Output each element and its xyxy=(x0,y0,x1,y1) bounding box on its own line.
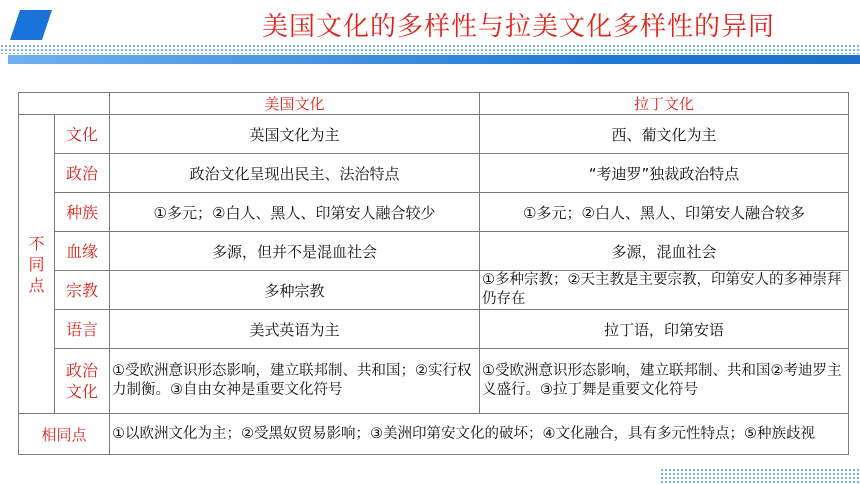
table-header-row xyxy=(19,93,849,115)
parallelogram-logo-icon xyxy=(8,8,54,42)
table-row xyxy=(19,310,849,349)
table-row xyxy=(19,232,849,271)
comparison-table xyxy=(18,92,849,455)
table-row xyxy=(19,154,849,193)
category-label: 血缘 xyxy=(55,232,110,271)
latin-cell: ①多种宗教；②天主教是主要宗教，印第安人的多神崇拜仍存在 xyxy=(480,271,849,310)
similarity-cell: ①以欧洲文化为主；②受黑奴贸易影响；③美洲印第安文化的破坏；④文化融合，具有多元性特点；⑤种族歧视 xyxy=(110,414,849,455)
latin-cell: 西、葡文化为主 xyxy=(480,115,849,154)
latin-cell: 多源，混血社会 xyxy=(480,232,849,271)
category-label: 政治 文化 xyxy=(55,349,110,414)
table-row xyxy=(19,349,849,414)
category-label: 文化 xyxy=(55,115,110,154)
american-cell: ①多元；②白人、黑人、印第安人融合较少 xyxy=(110,193,480,232)
american-cell: ①受欧洲意识形态影响，建立联邦制、共和国；②实行权力制衡。③自由女神是重要文化符号 xyxy=(110,349,480,414)
latin-cell: ①多元；②白人、黑人、印第安人融合较多 xyxy=(480,193,849,232)
header-dot-pattern xyxy=(0,44,860,54)
table-row xyxy=(19,414,849,455)
header-latin-culture: 拉丁文化 xyxy=(480,93,849,115)
table-row xyxy=(19,115,849,154)
header-corner-cell xyxy=(19,93,110,115)
category-label: 政治 xyxy=(55,154,110,193)
latin-cell: “考迪罗”独裁政治特点 xyxy=(480,154,849,193)
latin-cell: 拉丁语，印第安语 xyxy=(480,310,849,349)
category-label: 种族 xyxy=(55,193,110,232)
american-cell: 英国文化为主 xyxy=(110,115,480,154)
header-accent-bar xyxy=(8,55,860,64)
american-cell: 多种宗教 xyxy=(110,271,480,310)
page-title: 美国文化的多样性与拉美文化多样性的异同 xyxy=(262,12,776,42)
footer-dot-pattern xyxy=(660,468,860,484)
category-label: 宗教 xyxy=(55,271,110,310)
category-label: 语言 xyxy=(55,310,110,349)
table-row xyxy=(19,271,849,310)
header-american-culture: 美国文化 xyxy=(110,93,480,115)
american-cell: 美式英语为主 xyxy=(110,310,480,349)
latin-cell: ①受欧洲意识形态影响，建立联邦制、共和国②考迪罗主义盛行。③拉丁舞是重要文化符号 xyxy=(480,349,849,414)
similarity-label: 相同点 xyxy=(19,414,110,455)
american-cell: 政治文化呈现出民主、法治特点 xyxy=(110,154,480,193)
american-cell: 多源，但并不是混血社会 xyxy=(110,232,480,271)
difference-label: 不 同 点 xyxy=(19,115,55,414)
table-row xyxy=(19,193,849,232)
